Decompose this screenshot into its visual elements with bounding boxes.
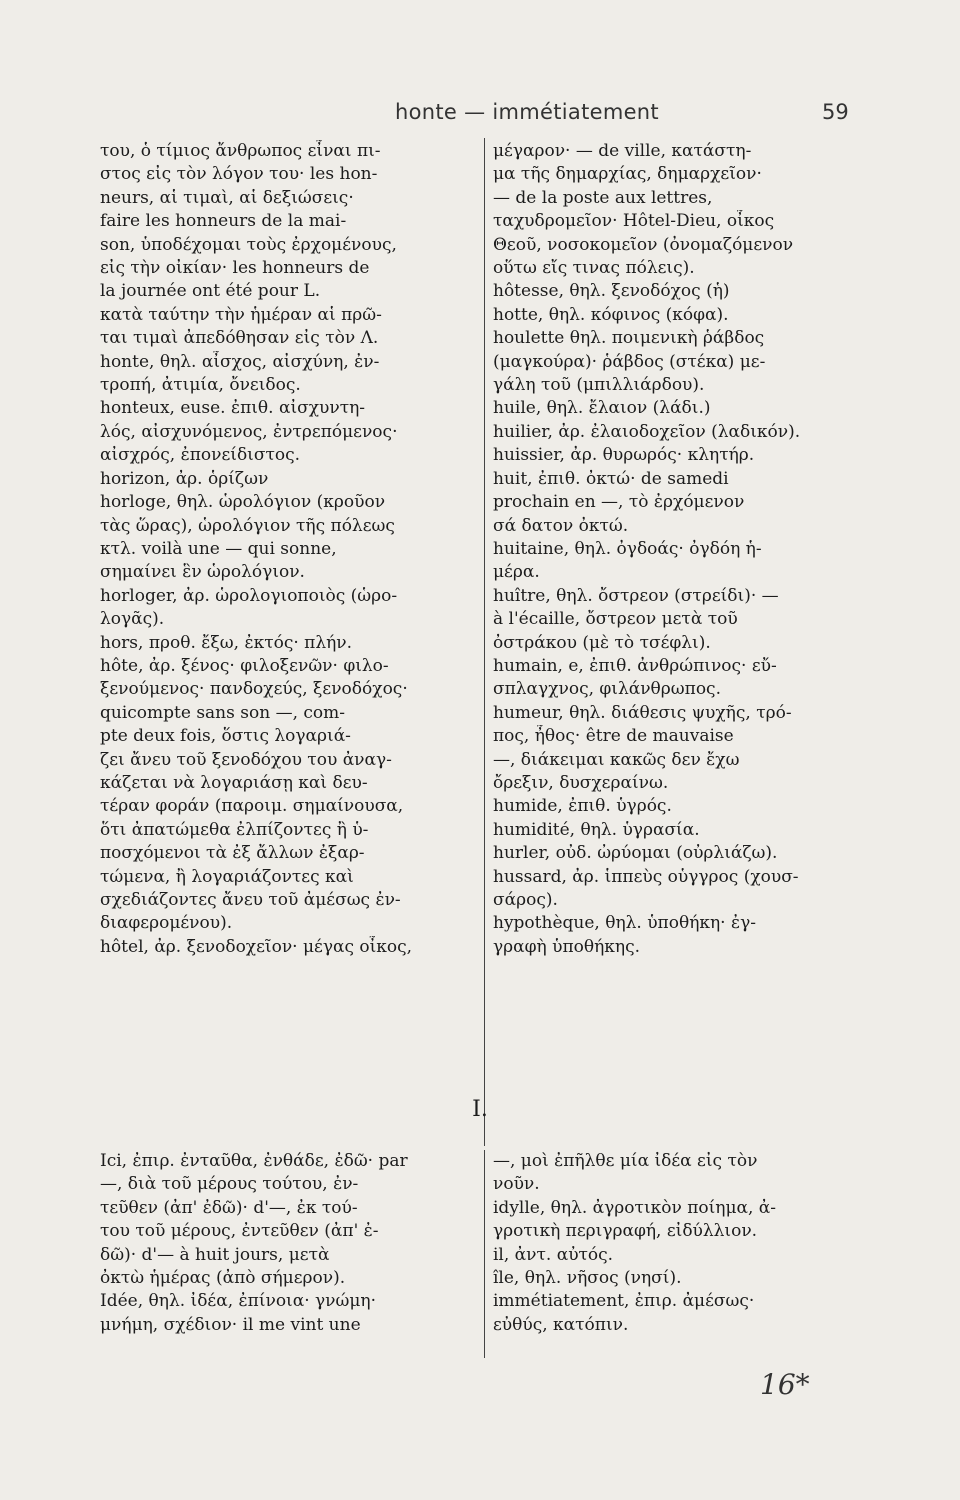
dictionary-line: horloger, ἀρ. ὡρολογιοποιὸς (ὡρο-: [100, 585, 398, 606]
dictionary-line: —, διάκειμαι κακῶς δεν ἔχω: [493, 749, 740, 770]
dictionary-line: κτλ. voilà une — qui sonne,: [100, 538, 337, 559]
dictionary-line: εἰς τὴν οἰκίαν· les honneurs de: [100, 258, 370, 279]
dictionary-line: λός, αἰσχυνόμενος, ἐντρεπόμενος·: [100, 421, 398, 442]
column-divider-bottom: [484, 1150, 485, 1358]
dictionary-line: μέρα.: [493, 562, 540, 583]
dictionary-line: à l'écaille, ὄστρεον μετὰ τοῦ: [493, 609, 738, 630]
dictionary-line: τεῦθεν (ἀπ' ἐδῶ)· d'—, ἐκ τού-: [100, 1197, 358, 1218]
dictionary-line: τώμενα, ἢ λογαριάζοντες καὶ: [100, 866, 354, 887]
dictionary-line: immétiatement, ἐπιρ. ἀμέσως·: [493, 1291, 755, 1312]
dictionary-line: honteux, euse. ἐπιθ. αἰσχυντη-: [100, 398, 366, 419]
page-number: 59: [822, 100, 849, 124]
dictionary-line: humeur, θηλ. διάθεσις ψυχῆς, τρό-: [493, 702, 792, 723]
dictionary-line: εὐθύς, κατόπιν.: [493, 1314, 629, 1335]
dictionary-line: πος, ἦθος· être de mauvaise: [493, 726, 734, 747]
dictionary-line: hotte, θηλ. κόφινος (κόφα).: [493, 304, 729, 325]
dictionary-line: μέγαρον· — de ville, κατάστη-: [493, 141, 752, 161]
dictionary-line: hors, προθ. ἔξω, ἐκτός· πλήν.: [100, 632, 353, 653]
dictionary-line: σά δατον ὀκτώ.: [493, 515, 629, 536]
dictionary-line: huitaine, θηλ. ὀγδοάς· ὀγδόη ἡ-: [493, 538, 762, 559]
dictionary-line: faire les honneurs de la mai-: [100, 211, 347, 232]
dictionary-line: hussard, ἀρ. ἱππεὺς οὑγγρος (χουσ-: [493, 866, 799, 887]
dictionary-line: pte deux fois, ὅστις λογαριά-: [100, 726, 351, 747]
dictionary-line: τροπή, ἀτιμία, ὄνειδος.: [100, 375, 301, 396]
dictionary-line: οὕτω εἴς τινας πόλεις).: [493, 258, 695, 279]
dictionary-line: (μαγκούρα)· ῥάβδος (στέκα) με-: [493, 351, 766, 372]
dictionary-line: horloge, θηλ. ὡρολόγιον (κροῦον: [100, 492, 386, 513]
dictionary-line: huître, θηλ. ὄστρεον (στρείδι)· —: [493, 585, 779, 606]
dictionary-line: ὄρεξιν, δυσχεραίνω.: [493, 772, 669, 793]
dictionary-line: σάρος).: [493, 890, 558, 910]
signature-mark: 16*: [760, 1368, 810, 1401]
dictionary-line: κάζεται νὰ λογαριάσῃ καὶ δευ-: [100, 772, 368, 793]
dictionary-line: νοῦν.: [493, 1174, 540, 1195]
dictionary-line: hypothèque, θηλ. ὑποθήκη· ἐγ-: [493, 913, 757, 934]
dictionary-line: prochain en —, τὸ ἐρχόμενον: [493, 492, 745, 513]
dictionary-line: huit, ἐπιθ. ὀκτώ· de samedi: [493, 468, 729, 489]
dictionary-line: huilier, ἀρ. ἐλαιοδοχεῖον (λαδικόν).: [493, 421, 801, 442]
dictionary-line: λογᾶς).: [100, 609, 165, 630]
dictionary-line: κατὰ ταύτην τὴν ἡμέραν αἱ πρῶ-: [100, 304, 382, 325]
dictionary-line: son, ὑποδέχομαι τοὺς ἐρχομένους,: [100, 234, 397, 255]
dictionary-line: la journée ont été pour L.: [100, 281, 321, 302]
dictionary-line: ποσχόμενοι τὰ ἐξ ἄλλων ἐξαρ-: [100, 843, 365, 864]
right-column-top: [493, 140, 868, 959]
dictionary-line: ὀστράκου (μὲ τὸ τσέφλι).: [493, 632, 711, 653]
header-title: honte — immétiatement: [395, 100, 659, 124]
dictionary-line: —, διὰ τοῦ μέρους τούτου, ἐν-: [100, 1174, 359, 1195]
dictionary-line: ὀκτὼ ἡμέρας (ἀπὸ σήμερον).: [100, 1268, 346, 1289]
dictionary-line: Θεοῦ, νοσοκομεῖον (ὀνομαζόμενον: [493, 234, 794, 255]
dictionary-line: honte, θηλ. αἶσχος, αἰσχύνη, ἐν-: [100, 351, 380, 372]
dictionary-line: idylle, θηλ. ἀγροτικὸν ποίημα, ἀ-: [493, 1197, 777, 1218]
dictionary-line: horizon, ἀρ. ὁρίζων: [100, 468, 269, 489]
dictionary-line: houlette θηλ. ποιμενικὴ ῥάβδος: [493, 328, 765, 349]
dictionary-line: —, μοὶ ἐπῆλθε μία ἰδέα εἰς τὸν: [493, 1151, 758, 1171]
dictionary-line: ξενούμενος· πανδοχεύς, ξενοδόχος·: [100, 679, 408, 700]
dictionary-line: σπλαγχνος, φιλάνθρωπος.: [493, 679, 721, 700]
dictionary-line: huissier, ἀρ. θυρωρός· κλητήρ.: [493, 445, 755, 466]
dictionary-line: hôtesse, θηλ. ξενοδόχος (ἡ): [493, 281, 730, 302]
dictionary-line: σχεδιάζοντες ἄνευ τοῦ ἀμέσως ἐν-: [100, 890, 401, 910]
dictionary-line: τέραν φοράν (παροιμ. σημαίνουσα,: [100, 796, 404, 817]
dictionary-line: σημαίνει ἓν ὡρολόγιον.: [100, 562, 305, 583]
right-column-bottom: [493, 1150, 868, 1337]
dictionary-line: huile, θηλ. ἔλαιον (λάδι.): [493, 398, 711, 419]
dictionary-line: γάλη τοῦ (μπιλλιάρδου).: [493, 375, 705, 396]
dictionary-line: humide, ἐπιθ. ὑγρός.: [493, 796, 672, 817]
column-divider-top: [484, 138, 485, 1146]
dictionary-line: humain, e, ἐπιθ. ἀνθρώπινος· εὔ-: [493, 655, 777, 676]
dictionary-line: neurs, αἱ τιμαὶ, αἱ δεξιώσεις·: [100, 187, 354, 208]
dictionary-line: il, ἀντ. αὐτός.: [493, 1244, 614, 1265]
dictionary-line: hurler, οὐδ. ὠρύομαι (οὐρλιάζω).: [493, 843, 778, 864]
left-column-top: [100, 140, 480, 959]
dictionary-line: ὅτι ἀπατώμεθα ἐλπίζοντες ἢ ὑ-: [100, 819, 369, 840]
dictionary-line: hôte, ἀρ. ξένος· φιλοξενῶν· φιλο-: [100, 655, 389, 676]
dictionary-line: διαφερομένου).: [100, 913, 233, 934]
dictionary-line: ζει ἄνευ τοῦ ξενοδόχου του ἀναγ-: [100, 749, 392, 770]
left-column-bottom: [100, 1150, 480, 1337]
dictionary-line: quicompte sans son —, com-: [100, 702, 345, 723]
dictionary-line: Idée, θηλ. ἰδέα, ἐπίνοια· γνώμη·: [100, 1291, 377, 1312]
dictionary-line: δῶ)· d'— à huit jours, μετὰ: [100, 1244, 330, 1265]
dictionary-line: του τοῦ μέρους, ἐντεῦθεν (ἀπ' ἐ-: [100, 1221, 379, 1242]
dictionary-line: ταχυδρομεῖον· Hôtel-Dieu, οἶκος: [493, 211, 775, 232]
dictionary-line: ται τιμαὶ ἀπεδόθησαν εἰς τὸν Λ.: [100, 328, 379, 349]
dictionary-line: τὰς ὥρας), ὡρολόγιον τῆς πόλεως: [100, 515, 395, 536]
dictionary-line: île, θηλ. νῆσος (νησί).: [493, 1268, 682, 1289]
dictionary-line: μα τῆς δημαρχίας, δημαρχεῖον·: [493, 164, 762, 185]
dictionary-line: αἰσχρός, ἐπονείδιστος.: [100, 445, 301, 466]
dictionary-line: στος εἰς τὸν λόγον του· les hon-: [100, 164, 378, 185]
dictionary-line: μνήμη, σχέδιον· il me vint une: [100, 1314, 361, 1335]
section-letter: I.: [472, 1097, 488, 1122]
dictionary-line: του, ὁ τίμιος ἄνθρωπος εἶναι πι-: [100, 141, 381, 161]
dictionary-line: — de la poste aux lettres,: [493, 187, 713, 208]
dictionary-line: Ici, ἐπιρ. ἐνταῦθα, ἐνθάδε, ἐδῶ· par: [100, 1151, 408, 1171]
dictionary-line: humidité, θηλ. ὑγρασία.: [493, 819, 700, 840]
running-header: [0, 100, 960, 130]
dictionary-line: hôtel, ἀρ. ξενοδοχεῖον· μέγας οἶκος,: [100, 936, 413, 957]
dictionary-line: γραφὴ ὑποθήκης.: [493, 936, 641, 957]
dictionary-line: γροτικὴ περιγραφή, εἰδύλλιον.: [493, 1221, 758, 1242]
